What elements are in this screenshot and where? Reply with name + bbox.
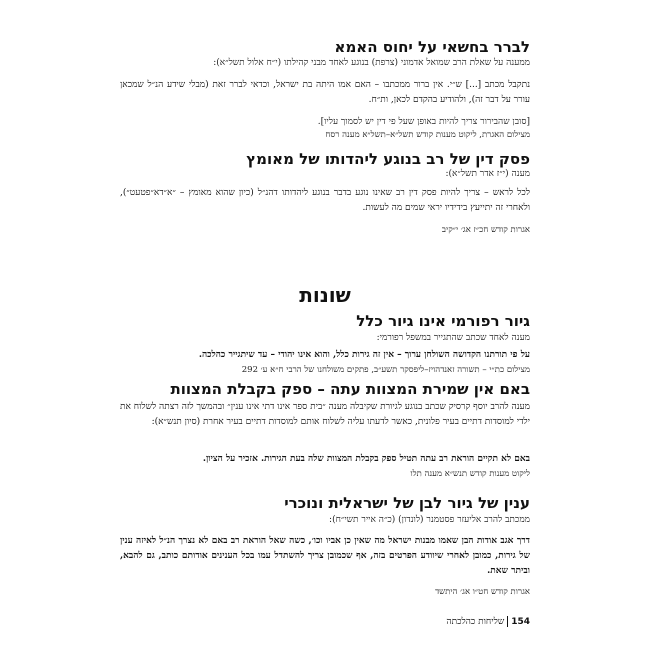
section-paragraph-bold [120, 452, 530, 467]
section-citation: מצילום האגרת, ליקוט מענות קודש תשל״א–תשל״א מענה רסח [325, 130, 530, 140]
section-citation: מצילום כת״י – תשורה זאנדהויז–ליפסקר תשע״ב, פתקים משולחנו של הרבי ח״א ע׳ 292 [241, 365, 530, 375]
paragraph-text: לכל לראש – צריך להיות פסק דין רב שאינו נוגע בדבר בנוגע ליהדותו דהנ״ל (כיון שהוא מאומץ – ״א״דא״פטעט״), ולאחרי זה יתייעץ בידידיו יראי שמים מה לעשות. [120, 188, 530, 213]
section-citation: אגרות קודש חכ״ז אג׳ י״קיב [441, 225, 530, 235]
paragraph-text: נתקבל מכתב [...] ש״י. אין ברור ממכתבו – האם אמו היתה בת ישראל, וכדאי לברר זאת (מבלי שידע הנ״ל שמכאן עורר על דבר זה), ולהודיע בהקדם לכאן, ות״ח. [120, 80, 530, 105]
paragraph-text: על פי תורתנו הקדושה השולחן ערוך – אין זה גירות כלל, והוא אינו יהודי – עד שיתגייר כהלכה. [198, 350, 530, 360]
section-paragraph [120, 534, 530, 579]
section-source: מענה (י״ז אדר תשל״א): [445, 169, 530, 179]
section-heading-mother-lineage: לברר בחשאי על יחוס האמא [334, 38, 530, 56]
section-source: ממכתב להרב אליעזר פסטמנר (לונדון) (כ״ה אייר תשי״ח): [329, 515, 530, 525]
section-heading-son-of-jewish-mother: ענין של גיור לבן של ישראלית ונוכרי [284, 494, 530, 512]
paragraph-text: מענה להרב יוסף קרסיק שכתב בנוגע לגיורת שקיבלה מענה ״בית ספר אינו דתי אינו ענין״ ובהמשך לזה רצתה לשלוח את ילדי למוסדות דתיים בעיר פלונית, כאשר לדעתו עליה לשלוח אותם למוסדות דתיים בעיר אחרת (סיון תנש״א): [120, 402, 530, 427]
footer-divider [507, 616, 508, 627]
section-citation: ליקוט מענות קודש תנש״א מענה תלו [410, 469, 530, 479]
section-paragraph [120, 186, 530, 216]
chapter-title: שונות [299, 283, 351, 307]
section-note: [סובן שהבירור צריך להיות באופן שעל פי דין יש לסמוך עליו]. [317, 117, 530, 127]
paragraph-text: דרך אגב אודות הבן שאמו מבנות ישראל מה שאין כן אביו וכו׳, כשה שאל הוראת רב באם לא נצרך הנ״ל לאיזה ענין של גירות, כמובן לאחרי שיוודע הפרטים בזה, אף שכמובן צריך להשתדל עמו בכל הענינים אודותם כותב, גם להבא, וביתר שאת. [120, 536, 530, 576]
book-title: שליחות כהלכתה [446, 617, 505, 627]
section-heading-adoptee-ruling: פסק דין של רב בנוגע ליהדותו של מאומץ [246, 150, 530, 168]
section-paragraph [120, 400, 530, 430]
section-source: מענה לאחד שכתב שהתגייר במשפל רפורמי: [376, 333, 530, 343]
page-number: 154 [511, 617, 530, 627]
page-footer [446, 616, 530, 627]
section-paragraph [120, 348, 530, 363]
section-paragraph [120, 78, 530, 108]
section-citation: אגרות קודש חט״ו אג׳ היתשד [435, 587, 530, 597]
section-heading-mitzvot-doubt: באם אין שמירת המצוות עתה – ספק בקבלת המצוות [170, 380, 530, 398]
section-heading-reform-conversion: גיור רפורמי אינו גיור כלל [356, 312, 530, 330]
section-source: ממענה על שאלת הרב שמואל אדמוני (צרפת) בנוגע לאחד מבני קהילתו (י״ח אלול תשל״א): [213, 58, 530, 68]
paragraph-text: באם לא תקיים הוראת רב עתה תטיל ספק בקבלת המצוות שלה בעת הגירות. אזכיר על הציון. [202, 454, 530, 464]
